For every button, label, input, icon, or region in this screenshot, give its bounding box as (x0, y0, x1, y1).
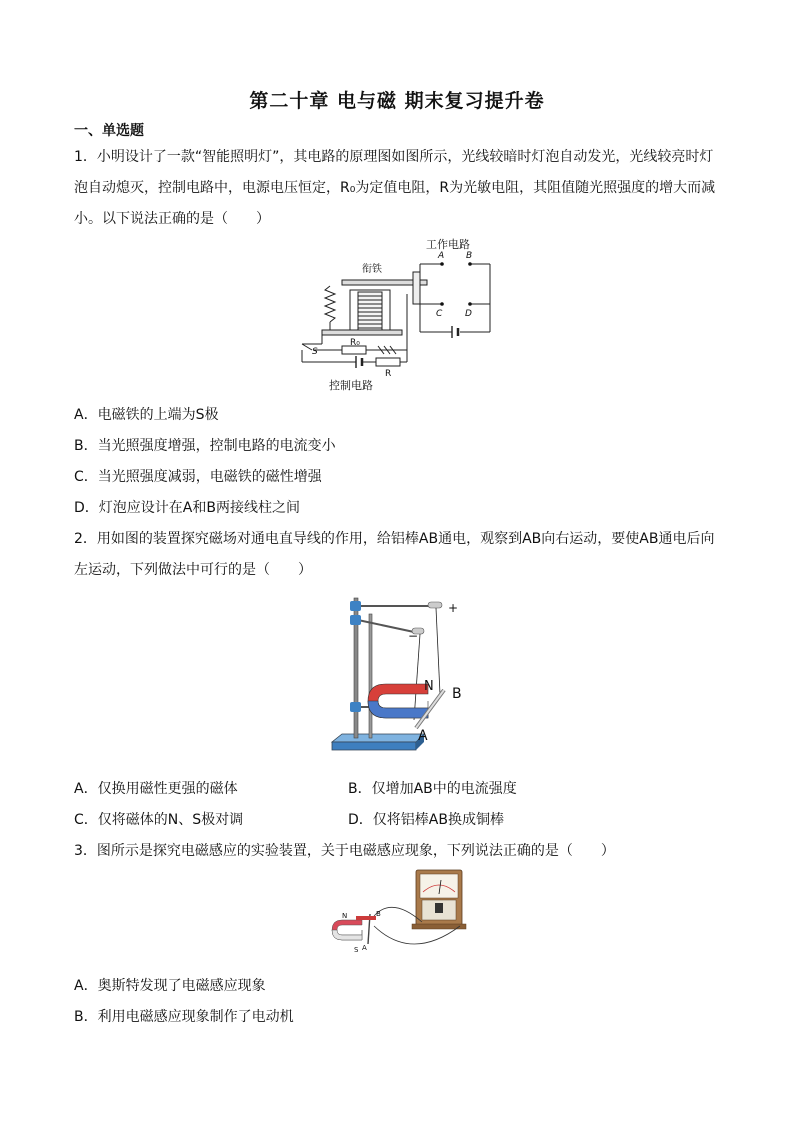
control-circuit-label: 控制电路 (329, 379, 373, 392)
q3-option-b: B．利用电磁感应现象制作了电动机 (74, 1009, 294, 1025)
photoresistor-r-label: R (385, 369, 392, 379)
q1-option-d: D．灯泡应设计在A和B两接线柱之间 (74, 500, 300, 516)
q2-option-b: B．仅增加AB中的电流强度 (348, 781, 517, 797)
q3-option-a: A．奥斯特发现了电磁感应现象 (74, 978, 266, 994)
work-circuit-label: 工作电路 (426, 238, 470, 251)
rod-end-a-label: A (418, 728, 428, 744)
q2-option-d: D．仅将铝棒AB换成铜棒 (348, 812, 504, 828)
question-1-text: 1．小明设计了一款“智能照明灯”，其电路的原理图如图所示，光线较暗时灯泡自动发光，光线较亮时灯泡自动熄灭，控制电路中，电源电压恒定，R₀为定值电阻，R为光敏电阻，其阻值随光照强度的增大而减小。以下说法正确的是（ ） (74, 149, 716, 227)
question-3-text: 3．图所示是探究电磁感应的实验装置，关于电磁感应现象，下列说法正确的是（ ） (74, 843, 615, 859)
north-pole-label: N (424, 679, 434, 694)
switch-s-label: S (312, 347, 318, 357)
magnet-n-label: N (342, 912, 348, 920)
q1-option-b: B．当光照强度增强，控制电路的电流变小 (74, 438, 336, 454)
q1-option-a: A．电磁铁的上端为S极 (74, 407, 219, 423)
terminal-b-label: B (466, 251, 473, 261)
question-3-induction-figure (322, 864, 476, 964)
page-title: 第二十章 电与磁 期末复习提升卷 (249, 90, 545, 112)
magnet-s-label: S (354, 946, 359, 954)
question-2-apparatus-figure (324, 590, 474, 766)
armature-label: 衔铁 (362, 264, 382, 275)
terminal-a-label: A (438, 251, 445, 261)
section-heading: 一、单选题 (74, 123, 144, 139)
conductor-a-label: A (362, 944, 367, 952)
resistor-r0-label: R₀ (350, 338, 360, 348)
terminal-d-label: D (465, 309, 472, 319)
q2-option-c: C．仅将磁体的N、S极对调 (74, 812, 244, 828)
positive-terminal-label: + (448, 601, 459, 615)
question-2-text: 2．用如图的装置探究磁场对通电直导线的作用，给铝棒AB通电，观察到AB向右运动，要使AB通电后向左运动，下列做法中可行的是（ ） (74, 531, 715, 578)
q1-option-c: C．当光照强度减弱，电磁铁的磁性增强 (74, 469, 322, 485)
negative-terminal-label: − (408, 629, 419, 643)
rod-end-b-label: B (452, 686, 462, 702)
question-1-circuit-figure (292, 234, 502, 394)
conductor-b-label: B (376, 910, 381, 918)
q2-option-a: A．仅换用磁性更强的磁体 (74, 781, 238, 797)
terminal-c-label: C (436, 309, 443, 319)
